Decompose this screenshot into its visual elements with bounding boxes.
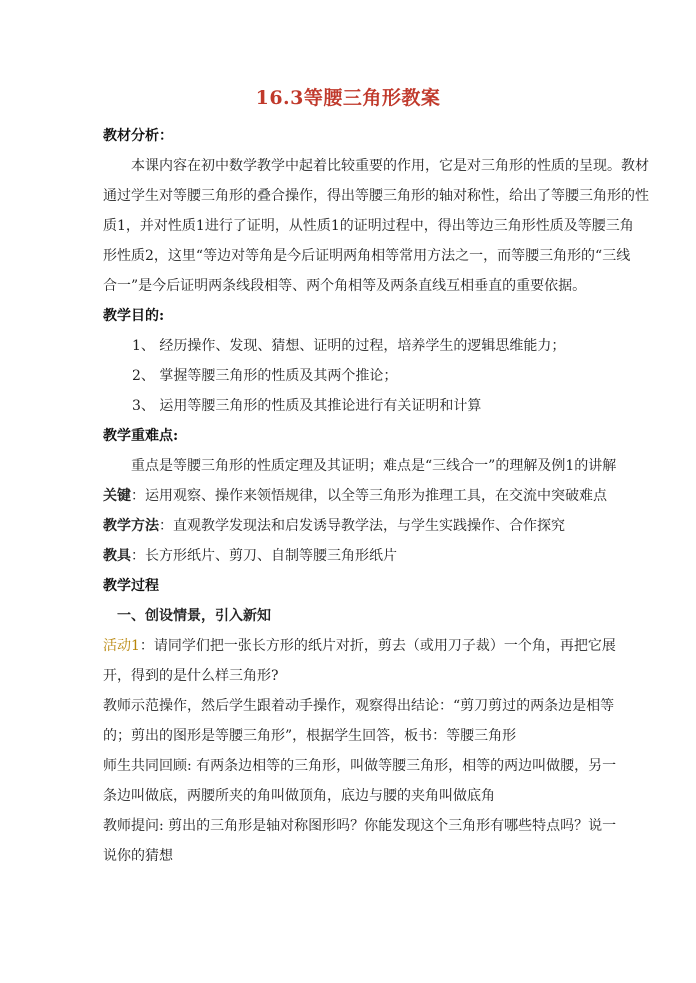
document-title: 16.3等腰三角形教案 bbox=[255, 87, 441, 109]
analysis-line: 质1，并对性质1进行了证明，从性质1的证明过程中，得出等边三角形性质及等腰三角 bbox=[103, 218, 634, 234]
analysis-line: 合一”是今后证明两条线段相等、两个角相等及两条直线互相垂直的重要依据。 bbox=[103, 278, 587, 294]
section-heading-keypoints: 教学重难点: bbox=[103, 428, 179, 444]
goal-item: 2、 掌握等腰三角形的性质及其两个推论； bbox=[132, 368, 398, 384]
subsection-heading: 一、创设情景，引入新知 bbox=[117, 608, 271, 624]
analysis-line: 本课内容在初中数学教学中起着比较重要的作用，它是对三角形的性质的呈现。教材 bbox=[131, 158, 649, 174]
document-body bbox=[103, 121, 649, 871]
goal-item: 3、 运用等腰三角形的性质及其推论进行有关证明和计算 bbox=[132, 398, 482, 414]
activity-label: 活动1 bbox=[103, 638, 140, 654]
demo-line: 教师示范操作，然后学生跟着动手操作，观察得出结论：“剪刀剪过的两条边是相等 bbox=[103, 698, 615, 714]
analysis-line: 形性质2，这里“等边对等角是今后证明两角相等常用方法之一，而等腰三角形的“三线 bbox=[103, 248, 631, 264]
tools-text: ：长方形纸片、剪刀、自制等腰三角形纸片 bbox=[131, 548, 397, 564]
section-heading-process: 教学过程 bbox=[103, 578, 159, 594]
tools-paragraph bbox=[103, 541, 621, 571]
question-line: 说你的猜想 bbox=[103, 848, 173, 864]
question-line: 教师提问: 剪出的三角形是轴对称图形吗？你能发现这个三角形有哪些特点吗？说一 bbox=[103, 818, 617, 834]
activity-line bbox=[103, 631, 621, 661]
key-text: ：运用观察、操作来领悟规律，以全等三角形为推理工具，在交流中突破难点 bbox=[131, 488, 607, 504]
key-paragraph bbox=[103, 481, 621, 511]
analysis-line: 通过学生对等腰三角形的叠合操作，得出等腰三角形的轴对称性，给出了等腰三角形的性 bbox=[103, 188, 649, 204]
activity-line: 开，得到的是什么样三角形? bbox=[103, 668, 279, 684]
section-heading-analysis: 教材分析： bbox=[103, 128, 173, 144]
review-line: 师生共同回顾: 有两条边相等的三角形，叫做等腰三角形，相等的两边叫做腰，另一 bbox=[103, 758, 617, 774]
keypoints-text: 重点是等腰三角形的性质定理及其证明；难点是“三线合一”的理解及例1的讲解 bbox=[131, 458, 617, 474]
section-heading-goals: 教学目的: bbox=[103, 308, 165, 324]
method-text: ：直观教学发现法和启发诱导教学法，与学生实践操作、合作探究 bbox=[159, 518, 565, 534]
tools-label: 教具 bbox=[103, 548, 131, 564]
activity-text: ：请同学们把一张长方形的纸片对折，剪去（或用刀子裁）一个角，再把它展 bbox=[139, 638, 616, 654]
review-line: 条边叫做底，两腰所夹的角叫做顶角，底边与腰的夹角叫做底角 bbox=[103, 788, 495, 804]
goal-item: 1、 经历操作、发现、猜想、证明的过程，培养学生的逻辑思维能力； bbox=[132, 338, 566, 354]
demo-line: 的；剪出的图形是等腰三角形”，根据学生回答，板书：等腰三角形 bbox=[103, 728, 517, 744]
method-paragraph bbox=[103, 511, 621, 541]
key-label: 关键 bbox=[103, 488, 131, 504]
method-label: 教学方法 bbox=[103, 518, 159, 534]
